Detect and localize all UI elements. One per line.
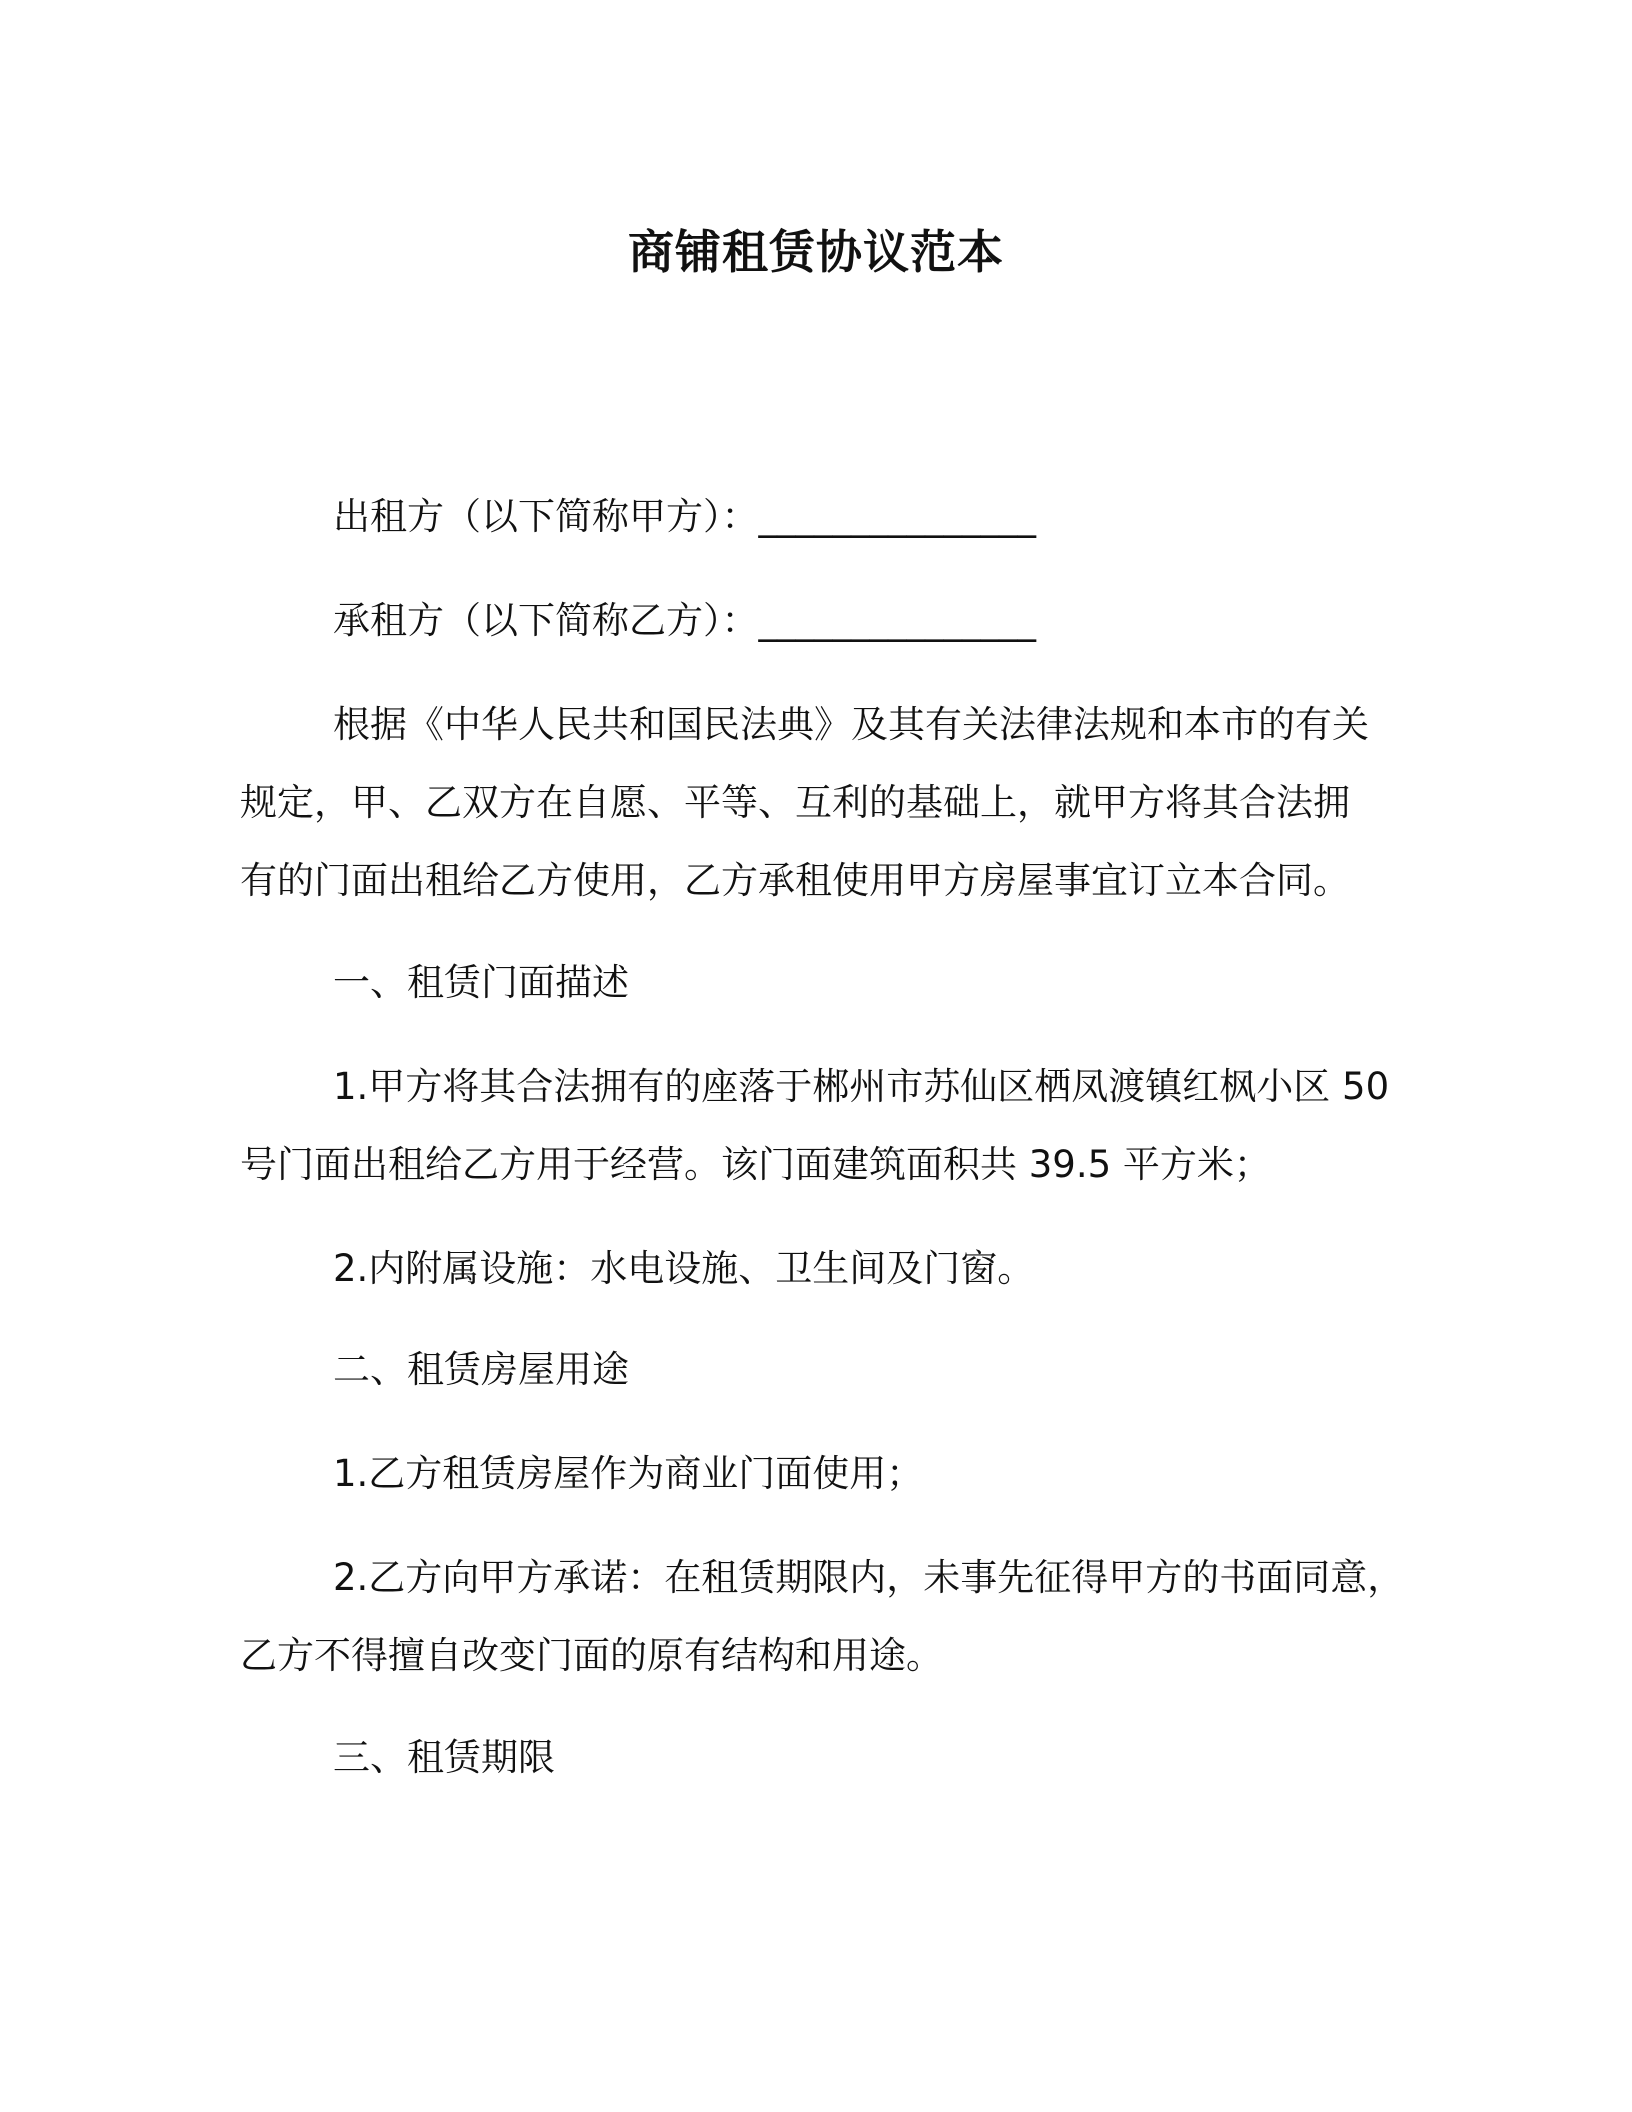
intro-paragraph-line-1: 根据《中华人民共和国民法典》及其有关法律法规和本市的有关	[333, 703, 1369, 746]
section-1-item-1-line-1: 1.甲方将其合法拥有的座落于郴州市苏仙区栖凤渡镇红枫小区 50	[333, 1065, 1390, 1108]
section-2-item-2-line-2: 乙方不得擅自改变门面的原有结构和用途。	[240, 1634, 943, 1677]
section-2-item-1: 1.乙方租赁房屋作为商业门面使用；	[333, 1452, 924, 1495]
party-a-line: 出租方（以下简称甲方）：_______________	[333, 495, 1036, 538]
party-b-line: 承租方（以下简称乙方）：_______________	[333, 599, 1036, 642]
intro-paragraph-line-2: 规定，甲、乙双方在自愿、平等、互利的基础上，就甲方将其合法拥	[240, 781, 1350, 824]
section-1-item-1-line-2: 号门面出租给乙方用于经营。该门面建筑面积共 39.5 平方米；	[240, 1143, 1271, 1186]
section-2-item-2-line-1: 2.乙方向甲方承诺：在租赁期限内，未事先征得甲方的书面同意，	[333, 1556, 1405, 1599]
intro-paragraph-line-3: 有的门面出租给乙方使用，乙方承租使用甲方房屋事宜订立本合同。	[240, 859, 1350, 902]
section-2-heading: 二、租赁房屋用途	[333, 1348, 629, 1391]
section-1-item-2: 2.内附属设施：水电设施、卫生间及门窗。	[333, 1247, 1035, 1290]
section-1-heading: 一、租赁门面描述	[333, 961, 629, 1004]
section-3-heading: 三、租赁期限	[333, 1736, 555, 1779]
document-title: 商铺租赁协议范本	[628, 225, 1004, 279]
